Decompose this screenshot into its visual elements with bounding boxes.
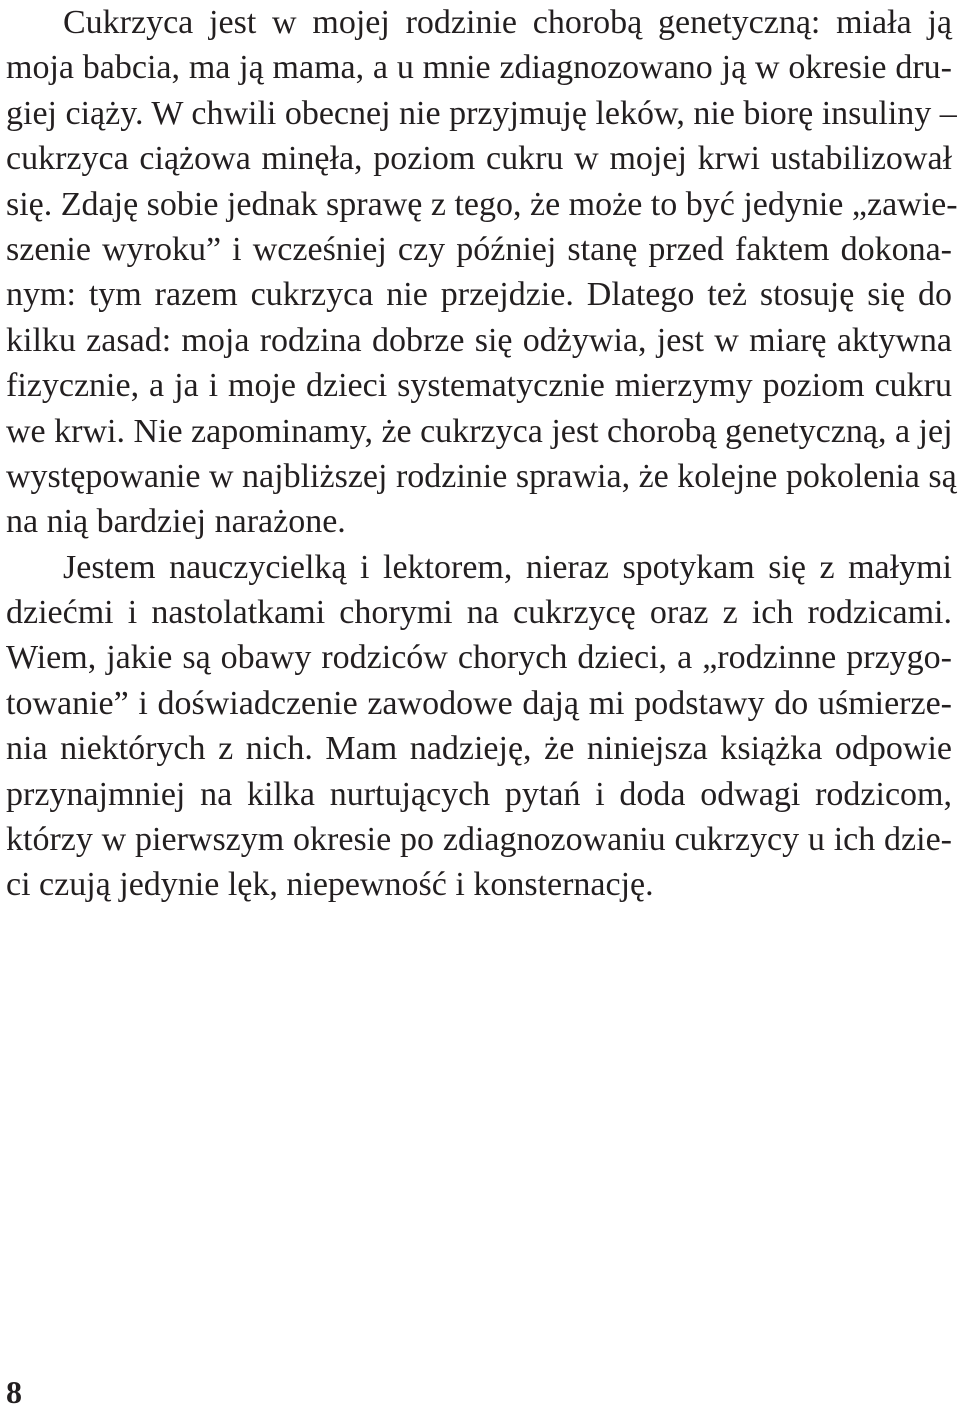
text-line: na nią bardziej narażone. (6, 503, 346, 541)
text-line: przynajmniej na kilka nurtujących pytań i doda odwagi rodzicom, (6, 775, 952, 813)
text-line: kilku zasad: moja rodzina dobrze się odżywia, jest w miarę aktywna (6, 321, 952, 359)
text-line: szenie wyroku” i wcześniej czy później stanę przed faktem dokona- (6, 230, 952, 268)
text-line: fizycznie, a ja i moje dzieci systematycznie mierzymy poziom cukru (6, 367, 952, 405)
text-line: występowanie w najbliższej rodzinie sprawia, że kolejne pokolenia są (6, 457, 957, 495)
text-line: dziećmi i nastolatkami chorymi na cukrzycę oraz z ich rodzicami. (6, 594, 952, 632)
paragraph-2 (6, 545, 952, 908)
text-line: giej ciąży. W chwili obecnej nie przyjmuję leków, nie biorę insuliny – (6, 94, 957, 132)
text-line: Jestem nauczycielką i lektorem, nieraz spotykam się z małymi (63, 548, 952, 586)
text-line: cukrzyca ciążowa minęła, poziom cukru w mojej krwi ustabilizował (6, 140, 952, 178)
text-line: nia niektórych z nich. Mam nadzieję, że niniejsza książka odpowie (6, 730, 952, 768)
text-line: ci czują jedynie lęk, niepewność i konsternację. (6, 866, 654, 904)
text-line: Wiem, jakie są obawy rodziców chorych dzieci, a „rodzinne przygo- (6, 639, 952, 677)
text-line: we krwi. Nie zapominamy, że cukrzyca jest chorobą genetyczną, a jej (6, 412, 953, 450)
text-line: Cukrzyca jest w mojej rodzinie chorobą genetyczną: miała ją (63, 4, 952, 41)
paragraph-1 (6, 0, 958, 545)
text-line: którzy w pierwszym okresie po zdiagnozowaniu cukrzycy u ich dzie- (6, 821, 952, 859)
text-line: nym: tym razem cukrzyca nie przejdzie. Dlatego też stosuję się do (6, 276, 952, 314)
page-body (6, 0, 958, 908)
text-line: się. Zdaję sobie jednak sprawę z tego, że może to być jedynie „zawie- (6, 185, 958, 223)
text-line: towanie” i doświadczenie zawodowe dają mi podstawy do uśmierze- (6, 684, 952, 722)
page-number: 8 (6, 1374, 22, 1410)
text-line: moja babcia, ma ją mama, a u mnie zdiagnozowano ją w okresie dru- (6, 49, 952, 87)
